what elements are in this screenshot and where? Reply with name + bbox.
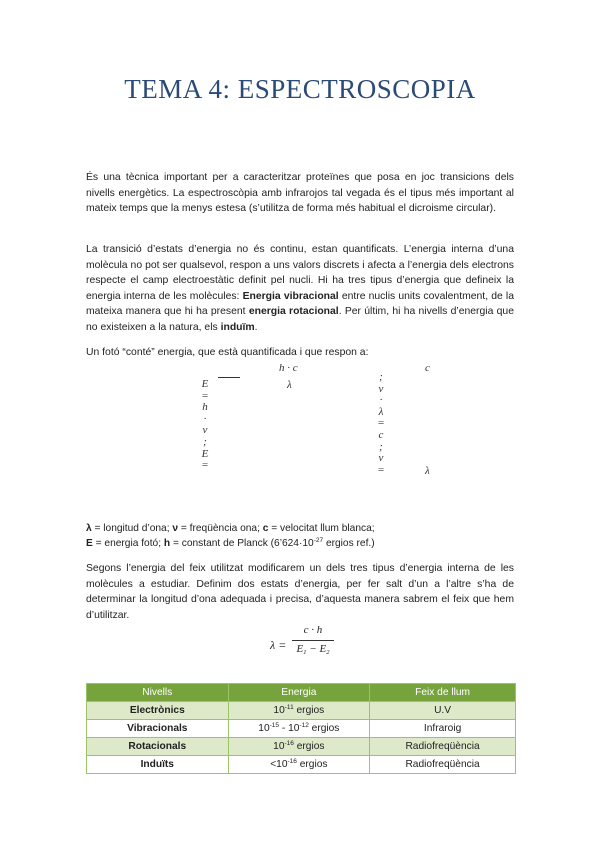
- energy-range-separator: - 10: [279, 723, 300, 734]
- table-cell-energia: [228, 738, 370, 756]
- table-cell-nivell: Rotacionals: [87, 738, 229, 756]
- equation-denominator: λ: [287, 379, 292, 391]
- table-header-row: [87, 684, 516, 702]
- table-cell-energia: [228, 720, 370, 738]
- photon-paragraph: Un fotó “conté” energia, que està quantificada i que respon a:: [86, 347, 369, 358]
- legend-symbol: E: [86, 538, 93, 549]
- energy-unit: ergios: [293, 741, 325, 752]
- column-header-nivells: Nivells: [87, 684, 229, 702]
- energy-unit: ergios: [293, 705, 325, 716]
- table-cell-feix: Radiofreqüència: [370, 738, 516, 756]
- table-cell-nivell: Vibracionals: [87, 720, 229, 738]
- table-cell-energia: [228, 756, 370, 774]
- math-symbol: =: [377, 417, 385, 430]
- equation-left-stack: [198, 379, 212, 472]
- legend-text: = freqüència ona;: [178, 523, 263, 534]
- legend-text: ergios ref.): [323, 538, 375, 549]
- energy-unit: ergios: [308, 723, 340, 734]
- table-cell-energia: [228, 702, 370, 720]
- energy-base: <10: [270, 759, 288, 770]
- math-symbol: h: [202, 401, 208, 414]
- formula-fraction-line: [292, 640, 334, 641]
- math-symbol: =: [201, 459, 209, 472]
- math-symbol: ν: [378, 452, 384, 465]
- equation-lambda: λ: [425, 465, 430, 477]
- math-symbol: =: [201, 389, 209, 402]
- equation-fraction-line: [218, 377, 240, 378]
- math-symbol: ·: [379, 394, 383, 407]
- math-symbol: ;: [379, 371, 383, 383]
- math-symbol: λ: [378, 405, 384, 418]
- formula-term: E: [319, 643, 327, 655]
- table-cell-nivell: Electrònics: [87, 702, 229, 720]
- energy-exponent: -15: [269, 722, 280, 729]
- equation-right-stack: [374, 372, 388, 476]
- p2-text-1: La transició d’estats d’energia no és continu, estan quantificats. L’energia interna d’una molècula no pot ser qualsevol, respon a uns valors discrets i afecta a l’energia dels electrons respecte el camp electroestàtic definit pel nucli. Hi ha tres tipus d’energia que defineix la energia interna de les molècules:: [86, 244, 514, 302]
- p2-text-4: .: [254, 321, 258, 333]
- beam-paragraph: Segons l’energia del feix utilitzat modificarem un dels tres tipus d’energia interna de les molècules a estudiar. Definim dos estats d’energia, per fer salt d’un a l’altre s’ha de determinar la longitud d’ona adequada i precisa, d’aquesta manera sabrem el feix que hem d’utilitzar.: [86, 563, 514, 621]
- energy-exponent: -16: [284, 740, 294, 747]
- energy-levels-paragraph: [86, 242, 514, 335]
- formula-term: E: [296, 643, 304, 655]
- energy-base: 10: [258, 723, 270, 734]
- equation-numerator: h · c: [279, 362, 298, 374]
- column-header-feix: Feix de llum: [370, 684, 516, 702]
- legend-text: = energia fotó;: [92, 538, 164, 549]
- equation-c: c: [425, 362, 430, 374]
- math-symbol: E: [201, 447, 209, 460]
- legend-text: = longitud d’ona;: [91, 523, 173, 534]
- legend-text: = constant de Planck (6’624·10: [170, 538, 314, 549]
- legend-symbol: ν: [172, 523, 179, 534]
- energy-base: 10: [273, 741, 285, 752]
- energy-levels-table: [86, 683, 516, 774]
- legend-text: = velocitat llum blanca;: [268, 523, 375, 534]
- legend-symbol: λ: [86, 523, 92, 534]
- math-symbol: c: [378, 428, 384, 441]
- math-symbol: ν: [202, 424, 208, 437]
- energy-exponent: -11: [284, 704, 294, 711]
- legend-symbol: c: [262, 523, 269, 534]
- formula-lhs: λ =: [270, 638, 287, 652]
- table-cell-feix: Radiofreqüència: [370, 756, 516, 774]
- legend-line-2: [86, 536, 375, 551]
- table-row: [87, 702, 516, 720]
- energy-exponent: -12: [299, 722, 309, 729]
- table-row: [87, 720, 516, 738]
- formula-subscript: 1: [303, 649, 307, 656]
- table-cell-nivell: Induïts: [87, 756, 229, 774]
- formula-minus: −: [306, 643, 320, 655]
- formula-subscript: 2: [326, 649, 330, 656]
- legend-line-1: [86, 521, 375, 536]
- p2-text-3: . Per últim, hi ha nivells d’energia que no existeixen a la natura, els: [86, 306, 514, 333]
- math-symbol: =: [377, 463, 385, 476]
- column-header-energia: Energia: [228, 684, 370, 702]
- math-symbol: E: [201, 378, 209, 390]
- table-row: [87, 756, 516, 774]
- page-title: TEMA 4: ESPECTROSCOPIA: [124, 74, 476, 104]
- table-cell-feix: U.V: [370, 702, 516, 720]
- rotational-energy-term: energia rotacional: [248, 306, 339, 317]
- induced-term: induïm: [220, 321, 255, 333]
- p2-text-2: entre nuclis units covalentment, de la mateixa manera que hi ha present: [86, 290, 514, 317]
- energy-exponent: -16: [287, 758, 297, 765]
- table-row: [87, 738, 516, 756]
- energy-base: 10: [273, 705, 285, 716]
- intro-paragraph: És una tècnica important per a caracteritzar proteïnes que posa en joc transicions dels nivells energètics. La espectroscòpia amb infrarojos tal vegada és el tipus més important al mateix temps que la menys estesa (s’utilitza de forma més habitual el dicroisme circular).: [86, 172, 514, 214]
- math-symbol: ν: [378, 382, 384, 395]
- math-symbol: ;: [379, 440, 383, 453]
- legend-exponent: -27: [313, 537, 324, 544]
- formula-numerator: c · h: [303, 624, 323, 636]
- vibrational-energy-term: Energia vibracional: [242, 290, 339, 302]
- math-symbol: ·: [203, 412, 207, 425]
- energy-unit: ergios: [296, 759, 328, 770]
- formula-denominator: [292, 643, 334, 655]
- math-symbol: ;: [203, 435, 207, 448]
- legend-symbol: h: [163, 538, 171, 549]
- table-cell-feix: Infraroig: [370, 720, 516, 738]
